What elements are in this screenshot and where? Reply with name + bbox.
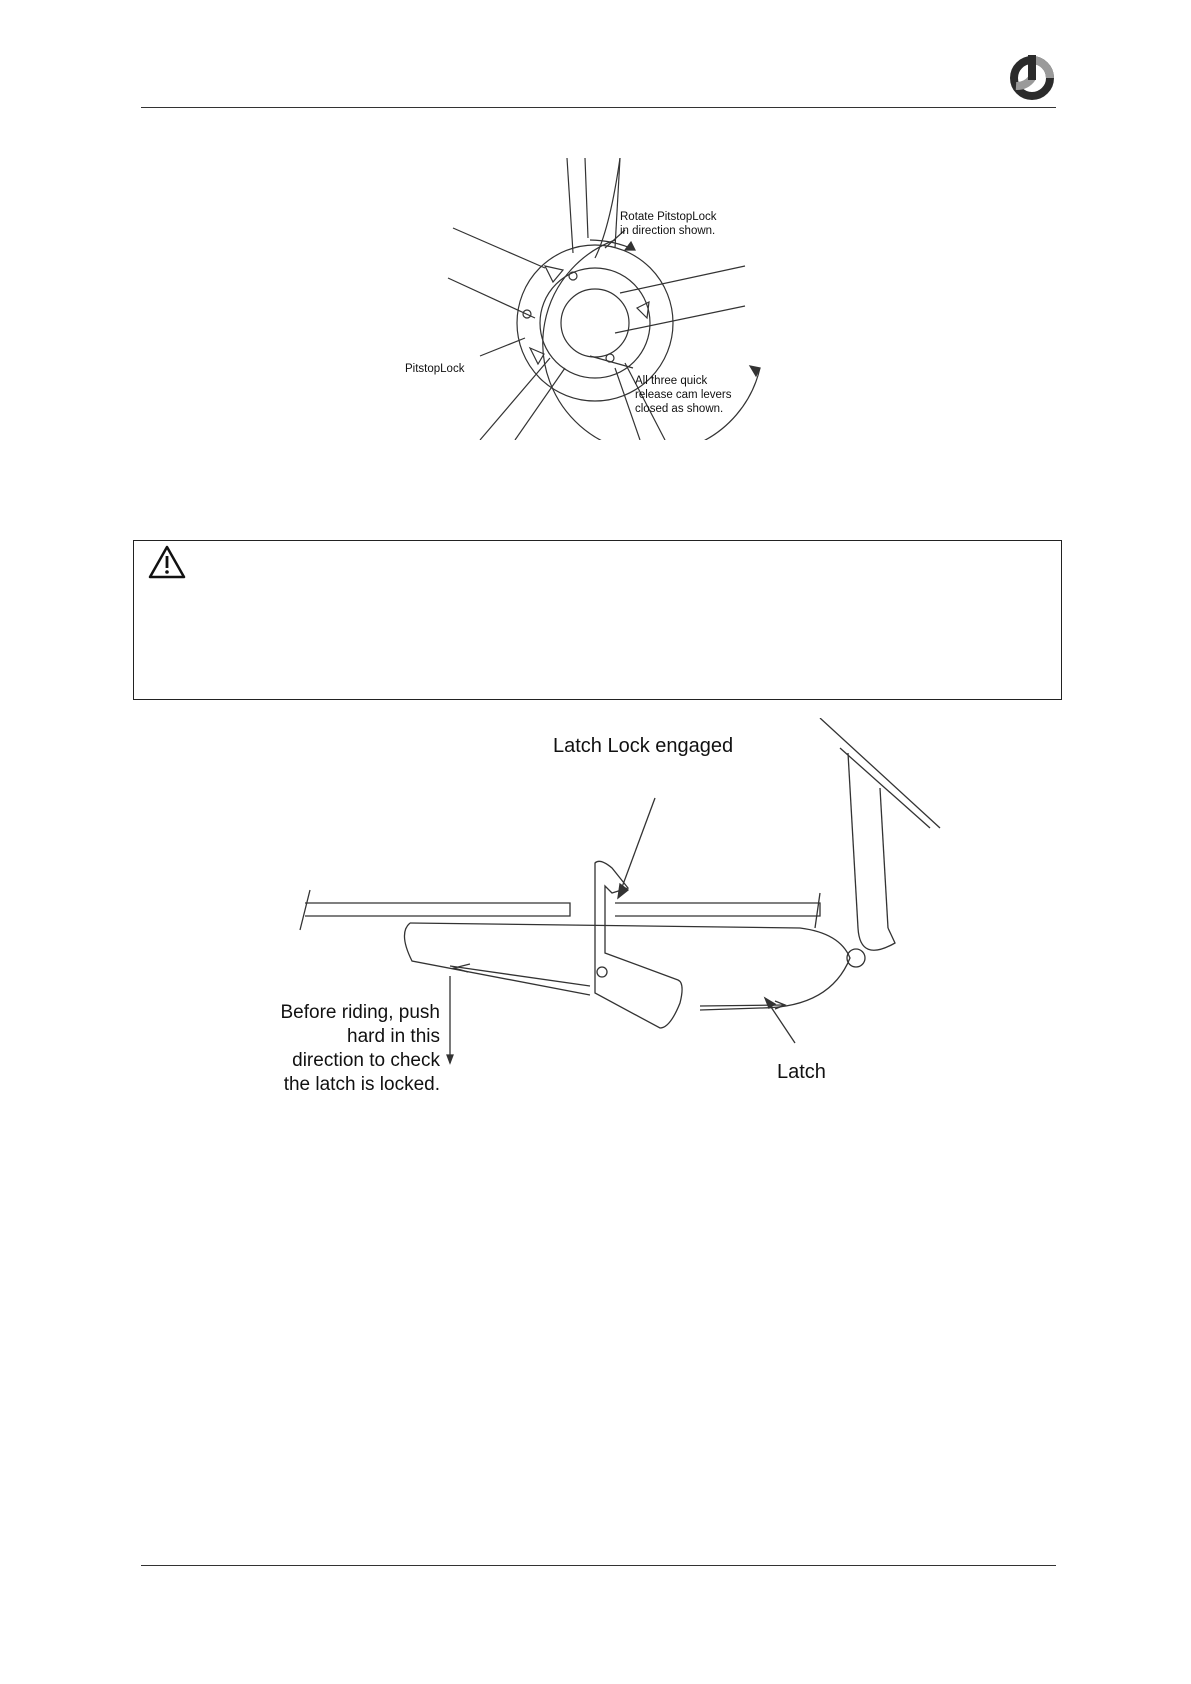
cam-levers-label-line1: All three quick xyxy=(635,375,708,387)
latch-lock-diagram xyxy=(240,718,960,1098)
power-ring-logo-icon xyxy=(1008,54,1056,102)
warning-box xyxy=(133,540,1062,700)
cam-levers-label-line2: release cam levers xyxy=(635,389,732,401)
latch-lock-label: Latch Lock engaged xyxy=(553,735,734,757)
push-instruction-line1: Before riding, push xyxy=(280,1002,440,1023)
header-rule xyxy=(141,107,1056,108)
rotate-label-line1: Rotate PitstopLock xyxy=(620,211,717,223)
pitstoplock-label: PitstopLock xyxy=(405,363,465,375)
push-instruction-line3: direction to check xyxy=(292,1050,440,1071)
latch-label: Latch xyxy=(777,1061,826,1083)
rotate-label-line2: in direction shown. xyxy=(620,225,716,237)
push-instruction-line2: hard in this xyxy=(347,1026,440,1047)
pitstoplock-diagram xyxy=(405,158,805,440)
warning-triangle-icon xyxy=(147,544,187,580)
cam-levers-label-line3: closed as shown. xyxy=(635,403,724,415)
footer-rule xyxy=(141,1565,1056,1566)
push-instruction-line4: the latch is locked. xyxy=(283,1074,440,1095)
